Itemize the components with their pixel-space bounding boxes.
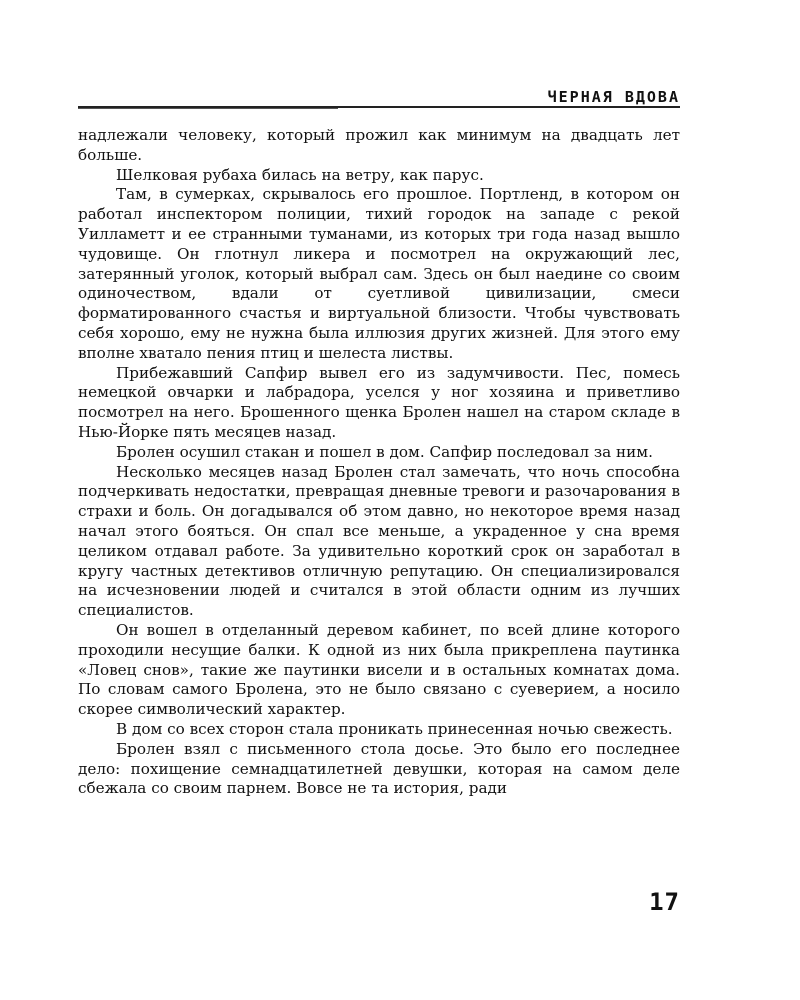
- paragraph: Бролен взял с письменного стола досье. Это было его последнее дело: похищение семнадцатилетней девушки, которая на самом деле сбежала со своим парнем. Вовсе не та история, ради: [78, 739, 680, 798]
- header-rule: [78, 106, 680, 108]
- paragraph: Несколько месяцев назад Бролен стал замечать, что ночь способна подчеркивать недостатки, превращая дневные тревоги и разочарования в страхи и боль. Он догадывался об этом давно, но некоторое время назад начал этого бояться. Он спал все меньше, а украденное у сна время целиком отдавал работе. За удивительно короткий срок он заработал в кругу частных детективов отличную репутацию. Он специализировался на исчезновении людей и считался в этой области одним из лучших специалистов.: [78, 462, 680, 620]
- paragraph: надлежали человеку, который прожил как минимум на двадцать лет больше.: [78, 126, 680, 164]
- paragraph: Шелковая рубаха билась на ветру, как парус.: [116, 165, 484, 184]
- page-number: 17: [649, 888, 680, 916]
- paragraph: Он вошел в отделанный деревом кабинет, по всей длине которого проходили несущие балки. К одной из них была прикреплена паутинка «Ловец снов», такие же паутинки висели и в остальных комнатах дома. По словам самого Бролена, это не было связано с суеверием, а носило скорее символический характер.: [78, 620, 680, 719]
- body-text: [78, 126, 680, 799]
- paragraph: Там, в сумерках, скрывалось его прошлое. Портленд, в котором он работал инспектором полиции, тихий городок на западе с рекой Уилламетт и ее странными туманами, из которых три года назад вышло чудовище. Он глотнул ликера и посмотрел на окружающий лес, затерянный уголок, который выбрал сам. Здесь он был наедине со своим одиночеством, вдали от суетливой цивилизации, смеси форматированного счастья и виртуальной близости. Чтобы чувствовать себя хорошо, ему не нужна была иллюзия других жизней. Для этого ему вполне хватало пения птиц и шелеста листвы.: [78, 185, 680, 362]
- paragraph: В дом со всех сторон стала проникать принесенная ночью свежесть.: [116, 719, 673, 738]
- paragraph: Прибежавший Сапфир вывел его из задумчивости. Пес, помесь немецкой овчарки и лабрадора, уселся у ног хозяина и приветливо посмотрел на него. Брошенного щенка Бролен нашел на старом складе в Нью-Йорке пять месяцев назад.: [78, 363, 680, 441]
- running-title: ЧЕРНАЯ ВДОВА: [547, 88, 680, 106]
- paragraph: Бролен осушил стакан и пошел в дом. Сапфир последовал за ним.: [116, 442, 653, 461]
